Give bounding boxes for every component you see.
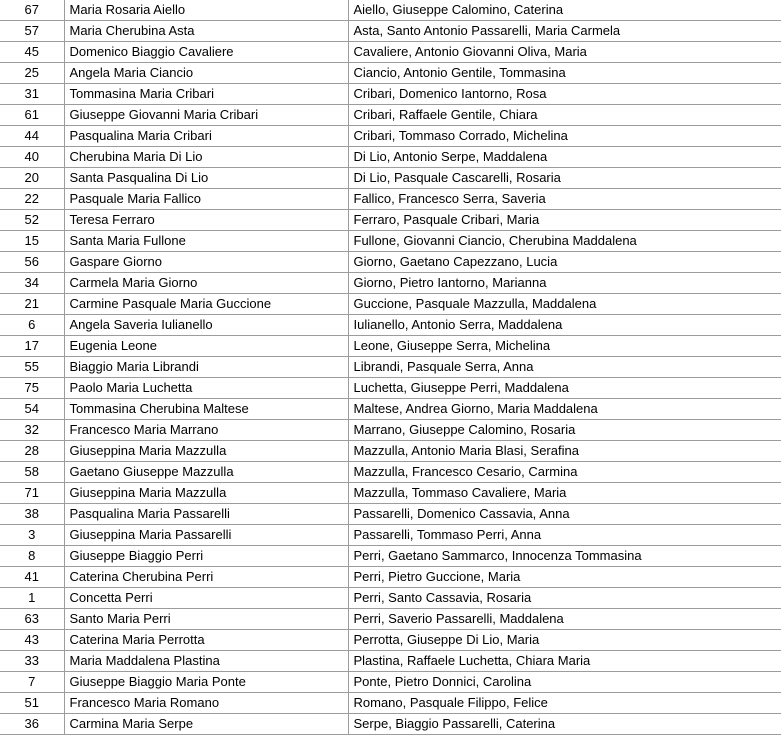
name-cell[interactable]: Pasquale Maria Fallico xyxy=(64,189,348,210)
table-row xyxy=(0,462,781,483)
name-cell[interactable]: Giuseppina Maria Passarelli xyxy=(64,525,348,546)
parents-cell[interactable]: Plastina, Raffaele Luchetta, Chiara Maria xyxy=(348,651,781,672)
parents-cell[interactable]: Ponte, Pietro Donnici, Carolina xyxy=(348,672,781,693)
table-row xyxy=(0,420,781,441)
id-cell[interactable]: 38 xyxy=(0,504,64,525)
id-cell[interactable]: 8 xyxy=(0,546,64,567)
name-cell[interactable]: Giuseppe Biaggio Perri xyxy=(64,546,348,567)
id-cell[interactable]: 55 xyxy=(0,357,64,378)
id-cell[interactable]: 67 xyxy=(0,0,64,21)
id-cell[interactable]: 22 xyxy=(0,189,64,210)
name-cell[interactable]: Pasqualina Maria Passarelli xyxy=(64,504,348,525)
id-cell[interactable]: 28 xyxy=(0,441,64,462)
name-cell[interactable]: Santo Maria Perri xyxy=(64,609,348,630)
table-row xyxy=(0,504,781,525)
table-row xyxy=(0,609,781,630)
id-cell[interactable]: 57 xyxy=(0,21,64,42)
id-cell[interactable]: 43 xyxy=(0,630,64,651)
parents-cell[interactable]: Luchetta, Giuseppe Perri, Maddalena xyxy=(348,378,781,399)
parents-cell[interactable]: Perri, Saverio Passarelli, Maddalena xyxy=(348,609,781,630)
table-row xyxy=(0,357,781,378)
name-cell[interactable]: Santa Pasqualina Di Lio xyxy=(64,168,348,189)
table-row xyxy=(0,546,781,567)
parents-cell[interactable]: Passarelli, Domenico Cassavia, Anna xyxy=(348,504,781,525)
name-cell[interactable]: Caterina Cherubina Perri xyxy=(64,567,348,588)
id-cell[interactable]: 61 xyxy=(0,105,64,126)
parents-cell[interactable]: Leone, Giuseppe Serra, Michelina xyxy=(348,336,781,357)
table-row xyxy=(0,336,781,357)
table-row xyxy=(0,63,781,84)
id-cell[interactable]: 71 xyxy=(0,483,64,504)
id-cell[interactable]: 31 xyxy=(0,84,64,105)
parents-cell[interactable]: Cribari, Tommaso Corrado, Michelina xyxy=(348,126,781,147)
name-cell[interactable]: Francesco Maria Marrano xyxy=(64,420,348,441)
name-cell[interactable]: Tommasina Maria Cribari xyxy=(64,84,348,105)
name-cell[interactable]: Santa Maria Fullone xyxy=(64,231,348,252)
id-cell[interactable]: 15 xyxy=(0,231,64,252)
parents-cell[interactable]: Cribari, Domenico Iantorno, Rosa xyxy=(348,84,781,105)
name-cell[interactable]: Carmina Maria Serpe xyxy=(64,714,348,735)
name-cell[interactable]: Domenico Biaggio Cavaliere xyxy=(64,42,348,63)
table-row xyxy=(0,567,781,588)
table-row xyxy=(0,252,781,273)
table-row xyxy=(0,147,781,168)
name-cell[interactable]: Giuseppe Giovanni Maria Cribari xyxy=(64,105,348,126)
id-cell[interactable]: 45 xyxy=(0,42,64,63)
id-cell[interactable]: 63 xyxy=(0,609,64,630)
id-cell[interactable]: 41 xyxy=(0,567,64,588)
id-cell[interactable]: 75 xyxy=(0,378,64,399)
table-row xyxy=(0,672,781,693)
id-cell[interactable]: 54 xyxy=(0,399,64,420)
parents-cell[interactable]: Passarelli, Tommaso Perri, Anna xyxy=(348,525,781,546)
parents-cell[interactable]: Ferraro, Pasquale Cribari, Maria xyxy=(348,210,781,231)
parents-cell[interactable]: Serpe, Biaggio Passarelli, Caterina xyxy=(348,714,781,735)
name-cell[interactable]: Gaspare Giorno xyxy=(64,252,348,273)
parents-cell[interactable]: Iulianello, Antonio Serra, Maddalena xyxy=(348,315,781,336)
parents-cell[interactable]: Perri, Pietro Guccione, Maria xyxy=(348,567,781,588)
table-row xyxy=(0,294,781,315)
table-row xyxy=(0,0,781,21)
table-row xyxy=(0,273,781,294)
id-cell[interactable]: 21 xyxy=(0,294,64,315)
parents-cell[interactable]: Marrano, Giuseppe Calomino, Rosaria xyxy=(348,420,781,441)
id-cell[interactable]: 33 xyxy=(0,651,64,672)
parents-cell[interactable]: Perri, Santo Cassavia, Rosaria xyxy=(348,588,781,609)
id-cell[interactable]: 34 xyxy=(0,273,64,294)
id-cell[interactable]: 36 xyxy=(0,714,64,735)
parents-cell[interactable]: Cavaliere, Antonio Giovanni Oliva, Maria xyxy=(348,42,781,63)
id-cell[interactable]: 44 xyxy=(0,126,64,147)
table-row xyxy=(0,21,781,42)
parents-cell[interactable]: Maltese, Andrea Giorno, Maria Maddalena xyxy=(348,399,781,420)
id-cell[interactable]: 20 xyxy=(0,168,64,189)
parents-cell[interactable]: Di Lio, Antonio Serpe, Maddalena xyxy=(348,147,781,168)
id-cell[interactable]: 17 xyxy=(0,336,64,357)
parents-cell[interactable]: Mazzulla, Antonio Maria Blasi, Serafina xyxy=(348,441,781,462)
table-row xyxy=(0,84,781,105)
name-cell[interactable]: Giuseppe Biaggio Maria Ponte xyxy=(64,672,348,693)
table-row xyxy=(0,105,781,126)
parents-cell[interactable]: Fallico, Francesco Serra, Saveria xyxy=(348,189,781,210)
name-cell[interactable]: Carmela Maria Giorno xyxy=(64,273,348,294)
name-cell[interactable]: Giuseppina Maria Mazzulla xyxy=(64,483,348,504)
name-cell[interactable]: Angela Saveria Iulianello xyxy=(64,315,348,336)
name-cell[interactable]: Pasqualina Maria Cribari xyxy=(64,126,348,147)
id-cell[interactable]: 58 xyxy=(0,462,64,483)
id-cell[interactable]: 3 xyxy=(0,525,64,546)
name-cell[interactable]: Carmine Pasquale Maria Guccione xyxy=(64,294,348,315)
name-cell[interactable]: Francesco Maria Romano xyxy=(64,693,348,714)
name-cell[interactable]: Giuseppina Maria Mazzulla xyxy=(64,441,348,462)
parents-cell[interactable]: Librandi, Pasquale Serra, Anna xyxy=(348,357,781,378)
name-cell[interactable]: Maria Maddalena Plastina xyxy=(64,651,348,672)
table-row xyxy=(0,693,781,714)
name-cell[interactable]: Caterina Maria Perrotta xyxy=(64,630,348,651)
table-row xyxy=(0,714,781,735)
id-cell[interactable]: 25 xyxy=(0,63,64,84)
table-row xyxy=(0,525,781,546)
parents-cell[interactable]: Aiello, Giuseppe Calomino, Caterina xyxy=(348,0,781,21)
parents-cell[interactable]: Giorno, Gaetano Capezzano, Lucia xyxy=(348,252,781,273)
name-cell[interactable]: Maria Cherubina Asta xyxy=(64,21,348,42)
parents-cell[interactable]: Guccione, Pasquale Mazzulla, Maddalena xyxy=(348,294,781,315)
table-row xyxy=(0,483,781,504)
name-cell[interactable]: Angela Maria Ciancio xyxy=(64,63,348,84)
parents-cell[interactable]: Asta, Santo Antonio Passarelli, Maria Carmela xyxy=(348,21,781,42)
name-cell[interactable]: Teresa Ferraro xyxy=(64,210,348,231)
id-cell[interactable]: 7 xyxy=(0,672,64,693)
name-cell[interactable]: Maria Rosaria Aiello xyxy=(64,0,348,21)
name-cell[interactable]: Tommasina Cherubina Maltese xyxy=(64,399,348,420)
id-cell[interactable]: 52 xyxy=(0,210,64,231)
name-cell[interactable]: Eugenia Leone xyxy=(64,336,348,357)
table-row xyxy=(0,210,781,231)
table-row xyxy=(0,651,781,672)
id-cell[interactable]: 51 xyxy=(0,693,64,714)
name-cell[interactable]: Paolo Maria Luchetta xyxy=(64,378,348,399)
table-row xyxy=(0,42,781,63)
parents-cell[interactable]: Mazzulla, Francesco Cesario, Carmina xyxy=(348,462,781,483)
table-row xyxy=(0,126,781,147)
table-row xyxy=(0,441,781,462)
parents-cell[interactable]: Perrotta, Giuseppe Di Lio, Maria xyxy=(348,630,781,651)
table-row xyxy=(0,630,781,651)
id-cell[interactable]: 56 xyxy=(0,252,64,273)
id-cell[interactable]: 6 xyxy=(0,315,64,336)
parents-cell[interactable]: Mazzulla, Tommaso Cavaliere, Maria xyxy=(348,483,781,504)
name-cell[interactable]: Biaggio Maria Librandi xyxy=(64,357,348,378)
table-row xyxy=(0,231,781,252)
table-row xyxy=(0,168,781,189)
parents-cell[interactable]: Fullone, Giovanni Ciancio, Cherubina Maddalena xyxy=(348,231,781,252)
id-cell[interactable]: 40 xyxy=(0,147,64,168)
parents-cell[interactable]: Cribari, Raffaele Gentile, Chiara xyxy=(348,105,781,126)
name-cell[interactable]: Concetta Perri xyxy=(64,588,348,609)
id-cell[interactable]: 1 xyxy=(0,588,64,609)
table-row xyxy=(0,399,781,420)
parents-cell[interactable]: Di Lio, Pasquale Cascarelli, Rosaria xyxy=(348,168,781,189)
table-row xyxy=(0,588,781,609)
table-row xyxy=(0,189,781,210)
id-cell[interactable]: 32 xyxy=(0,420,64,441)
table-row xyxy=(0,315,781,336)
parents-cell[interactable]: Ciancio, Antonio Gentile, Tommasina xyxy=(348,63,781,84)
parents-cell[interactable]: Giorno, Pietro Iantorno, Marianna xyxy=(348,273,781,294)
parents-cell[interactable]: Perri, Gaetano Sammarco, Innocenza Tommasina xyxy=(348,546,781,567)
parents-cell[interactable]: Romano, Pasquale Filippo, Felice xyxy=(348,693,781,714)
table-row xyxy=(0,378,781,399)
name-cell[interactable]: Gaetano Giuseppe Mazzulla xyxy=(64,462,348,483)
name-cell[interactable]: Cherubina Maria Di Lio xyxy=(64,147,348,168)
